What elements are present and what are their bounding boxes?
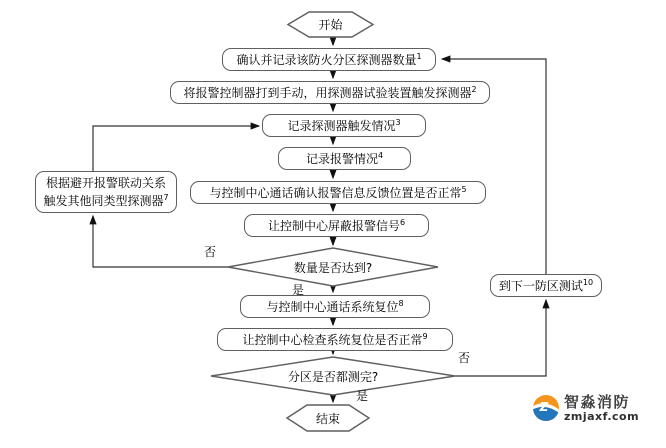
step-sup: 5 <box>461 184 467 194</box>
step-text: 与控制中心通话确认报警信息反馈位置是否正常 <box>209 185 462 200</box>
step-sup: 7 <box>163 193 169 202</box>
step-next-zone <box>490 274 602 297</box>
step-sup: 4 <box>377 150 384 160</box>
step-text: 记录报警情况 <box>305 151 378 166</box>
decision-text: 分区是否都测完? <box>287 369 379 384</box>
branch-label-no-2: 否 <box>458 351 471 365</box>
start-shape <box>288 12 373 37</box>
step-confirm-feedback <box>190 181 486 204</box>
step-sup: 10 <box>582 277 594 287</box>
branch-label-yes-1: 是 <box>292 283 305 297</box>
brand-text-block <box>564 394 639 423</box>
end-shape <box>287 405 369 431</box>
decision-text: 数量是否达到? <box>293 260 373 275</box>
step-count-detectors <box>222 48 436 71</box>
step-text: 将报警控制器打到手动，用探测器试验装置触发探测器 <box>183 85 472 100</box>
branch-label-yes-2: 是 <box>356 389 369 403</box>
step-shield-signal <box>244 214 429 237</box>
step-trigger-same-type <box>35 171 177 213</box>
step-text: 让控制中心屏蔽报警信号 <box>267 218 400 233</box>
connector-no-loop-left <box>93 216 228 267</box>
connector-left-return <box>93 126 259 171</box>
step-sup: 6 <box>399 217 406 227</box>
step-text: 到下一防区测试 <box>498 278 583 293</box>
step-sup: 3 <box>395 117 401 127</box>
brand-logo <box>532 394 639 423</box>
step-text: 与控制中心通话系统复位 <box>266 299 399 314</box>
decision-count-shape <box>228 248 438 286</box>
brand-name: 智淼消防 <box>564 393 631 411</box>
step-system-reset <box>240 295 430 318</box>
step-sup: 1 <box>416 51 422 61</box>
step-text: 根据避开报警联动关系触发其他同类型探测器 <box>43 176 166 208</box>
step-sup: 9 <box>422 331 428 341</box>
step-trigger-detectors <box>170 81 490 104</box>
end-label: 结束 <box>315 411 340 426</box>
branch-label-no-1: 否 <box>204 245 217 259</box>
step-text: 记录探测器触发情况 <box>287 118 396 133</box>
brand-domain: zmjaxf.com <box>564 410 640 423</box>
step-text: 确认并记录该防火分区探测器数量 <box>236 52 417 67</box>
decision-zones-shape <box>211 357 455 395</box>
brand-monogram: Z <box>539 400 549 414</box>
step-sup: 2 <box>471 84 477 94</box>
step-text: 让控制中心检查系统复位是否正常 <box>242 332 423 347</box>
brand-logo-icon <box>532 394 560 422</box>
start-label: 开始 <box>318 18 343 32</box>
step-record-alarm <box>278 147 411 170</box>
step-record-trigger <box>262 114 426 137</box>
step-check-reset <box>217 328 453 351</box>
step-sup: 8 <box>398 298 404 308</box>
